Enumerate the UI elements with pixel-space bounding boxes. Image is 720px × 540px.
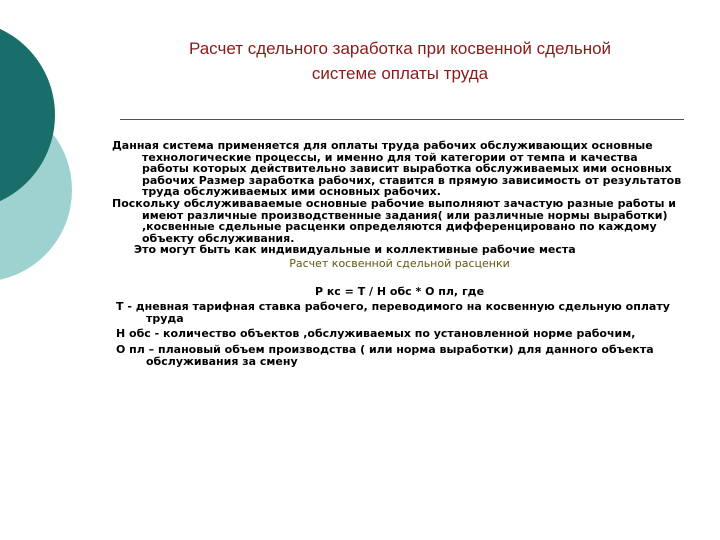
title-divider [120, 119, 684, 120]
definition-o: О пл – плановый объем производства ( или норма выработки) для данного объекта обслуживания за смену [116, 342, 654, 368]
paragraph-workers: Поскольку обслуживаваемые основные рабочие выполняют зачастую разные работы и имеют различные производственные задания( или различные нормы выработки) ,косвенные сдельные расценки определяются дифференцировано по каждому объекту обслуживания. [112, 196, 676, 245]
formula: Р кс = Т / Н обс * О пл, где [314, 284, 485, 298]
slide-body [112, 140, 687, 367]
section-subtitle: Расчет косвенной сдельной расценки [289, 256, 510, 270]
slide-title [120, 36, 680, 86]
definition-n: Н обс - количество объектов ,обслуживаемых по установленной норме рабочим, [116, 327, 636, 341]
decorative-circles [0, 0, 120, 300]
title-line-2: системе оплаты труда [311, 64, 489, 83]
title-line-1: Расчет сдельного заработка при косвенной сдельной [188, 39, 612, 58]
definition-t: Т - дневная тарифная ставка рабочего, переводимого на косвенную сдельную оплату труда [116, 300, 670, 325]
paragraph-workplaces: Это могут быть как индивидуальные и коллективные рабочие места [134, 243, 576, 257]
paragraph-system: Данная система применяется для оплаты труда рабочих обслуживающих основные технологические процессы, и именно для той категории от темпа и качества работы которых действительно зависит выработка обслуживаемых ими основных рабочих Размер заработка рабочих, ставится в прямую зависимость от результатов труда обслуживаемых ими основных рабочих. [112, 139, 682, 199]
